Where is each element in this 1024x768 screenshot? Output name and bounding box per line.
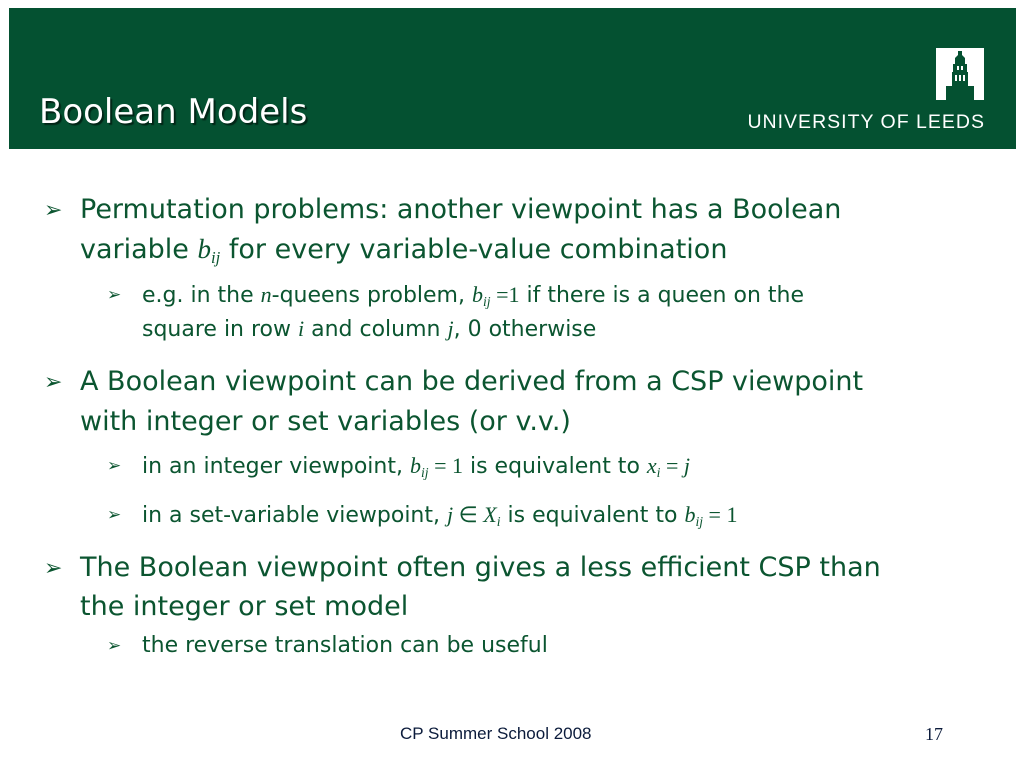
university-logo-icon	[936, 48, 984, 100]
title-banner	[9, 8, 1016, 149]
bullet-3-line-2: the integer or set model	[80, 591, 409, 622]
university-wordmark: UNIVERSITY OF LEEDS	[747, 111, 985, 133]
bullet-arrow-icon: ➢	[44, 198, 63, 223]
bullet-2-line-2: with integer or set variables (or v.v.)	[80, 406, 571, 437]
slide-footer: CP Summer School 2008	[400, 724, 592, 743]
sub-bullet-3-1: the reverse translation can be useful	[142, 633, 548, 658]
sub-bullet-arrow-icon: ➢	[107, 285, 122, 305]
bullet-1-line-1: Permutation problems: another viewpoint has a Boolean	[80, 194, 842, 225]
bullet-arrow-icon: ➢	[44, 370, 63, 395]
bullet-arrow-icon: ➢	[44, 556, 63, 581]
sub-bullet-arrow-icon: ➢	[107, 636, 122, 656]
page-number: 17	[925, 724, 943, 744]
sub-bullet-arrow-icon: ➢	[107, 456, 122, 476]
sub-bullet-2-2: in a set-variable viewpoint, j ∈ $X_i$ is equivalent to $b_{ij} = 1$	[142, 502, 738, 530]
bullet-3-line-1: The Boolean viewpoint often gives a less efficient CSP than	[80, 552, 881, 583]
sub-bullet-arrow-icon: ➢	[107, 505, 122, 525]
sub-bullet-1-1-line-1: e.g. in the n-queens problem, $b_{ij} =1$ if there is a queen on the	[142, 282, 804, 310]
sub-bullet-1-1-line-2: square in row i and column j, 0 otherwise	[142, 316, 597, 342]
bullet-1-line-2: variable $b_{ij}$ for every variable-value combination	[80, 234, 728, 268]
bullet-2-line-1: A Boolean viewpoint can be derived from a CSP viewpoint	[80, 366, 864, 397]
slide-title: Boolean Models	[39, 92, 308, 132]
sub-bullet-2-1: in an integer viewpoint, $b_{ij} = 1$ is equivalent to $x_i = j$	[142, 453, 690, 481]
